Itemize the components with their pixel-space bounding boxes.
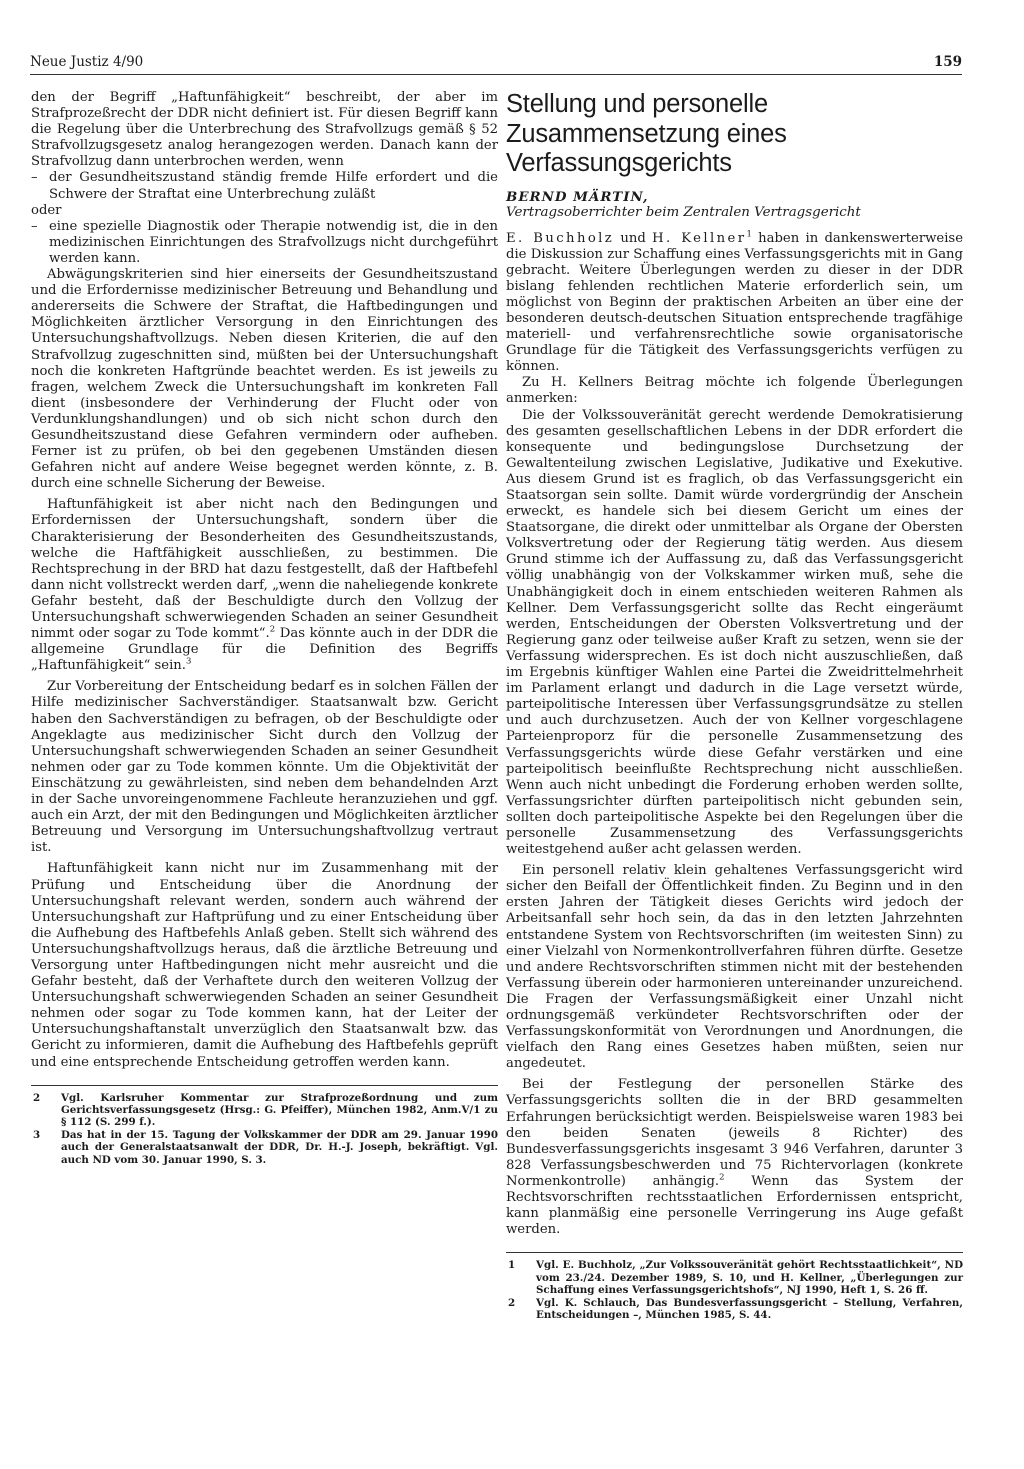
list-connector: oder [31, 202, 62, 218]
page-number: 159 [933, 54, 962, 70]
footnote-ref[interactable]: 1 [746, 229, 752, 240]
criteria-list-2 [31, 219, 498, 267]
footnotes-right [506, 1252, 963, 1321]
author-name: BERND MÄRTIN, [506, 188, 649, 205]
paragraph [506, 1077, 963, 1238]
cited-author: H. Kellner [652, 230, 747, 246]
paragraph [506, 231, 963, 376]
footnotes-left [31, 1085, 498, 1166]
text-run: und [614, 230, 653, 246]
paragraph: den der Begriff „Haftunfähigkeit“ beschreibt, der aber im Strafprozeßrecht der DDR nicht definiert ist. Für diesen Begriff kann die Regelung über die Unterbrechung des Strafvollzugs gemäß § 52 Strafvollzugsgesetz analog herangezogen werden. Danach kann der Strafvollzug dann unterbrochen werden, wenn [31, 90, 498, 170]
footnote-ref[interactable]: 2 [269, 624, 276, 635]
text-run: haben in dankenswerterweise die Diskussion zur Schaffung eines Verfassungsgerichts mit in Gang gebracht. Weitere Überlegungen werden zu dieser in der DDR bislang fehlenden rechtlichen Materie erforderlich sein, um möglichst von Beginn der praktischen Arbeiten an über eine der besonderen deutsch-deutschen Situation entsprechende tragfähige materiell- und verfahrensrechtliche sowie organisatorische Grundlage für die Tätigkeit des Verfassungsgerichts verfügen zu können. [506, 230, 964, 375]
article-title: Stellung und personelle Zusammensetzung eines Verfassungsgerichts [506, 90, 787, 177]
paragraph: Die der Volkssouveränität gerecht werdende Demokratisierung des gesamten gesellschaftlichen Lebens in der DDR erfordert die konsequente und bedingungslose Durchsetzung der Gewaltenteilung zwischen Legislative, Judikative und Exekutive. Aus diesem Grund ist es fraglich, ob das Verfassungsgericht ein Staatsorgan sein sollte. Damit würde vordergründig der Anschein erweckt, es handele sich bei diesem Gericht um eines der Staatsorgane, die direkt oder unmittelbar als Organe der Obersten Volksvertretung oder der Regierung tätig werden. Aus diesem Grund stimme ich der Auffassung zu, daß das Verfassungsgericht völlig unabhängig von der Volkskammer wirken muß, sehe die Unabhängigkeit doch in einem entschieden weiteren Rahmen als Kellner. Dem Verfassungsgericht sollte das Recht eingeräumt werden, Entscheidungen der Obersten Volksvertretung und der Regierung ganz oder teilweise außer Kraft zu setzen, wenn sie der Verfassung widersprechen. Es ist doch nicht auszuschließen, daß im Ergebnis künftiger Wahlen eine Partei die Zweidrittelmehrheit im Parlament erlangt und dadurch in die Lage versetzt würde, parteipolitische Interessen über Verfassungsgrundsätze zu stellen und auch durchzusetzen. Auch der von Kellner vorgeschlagene Parteienproporz für die personelle Zusammensetzung des Verfassungsgerichts würde diese Gefahr verstärken und eine parteipolitisch beeinflußte Rechtsprechung nicht ausschließen. Wenn auch nicht unbedingt die Forderung erhoben werden sollte, Verfassungsrichter dürften parteipolitisch nicht gebunden sein, sollten doch parteipolitische Aspekte bei den Regelungen über die personelle Zusammensetzung des Verfassungsgerichts weitestgehend außer acht gelassen werden. [506, 407, 963, 858]
paragraph: Haftunfähigkeit kann nicht nur im Zusammenhang mit der Prüfung und Entscheidung über die Anordnung der Untersuchungshaft relevant werden, sondern auch während der Untersuchungshaft zur Haftprüfung und zu einer Entscheidung über die Aufhebung des Haftbefehls Anlaß geben. Stellt sich während des Untersuchungshaftvollzugs heraus, daß die ärztliche Betreuung und Versorgung unter Haftbedingungen nicht mehr ausreicht und die Gefahr besteht, daß der Verhaftete durch den weiteren Vollzug der Untersuchungshaft schwerwiegenden Schaden an seiner Gesundheit nehmen oder sogar zu Tode kommen kann, hat der Leiter der Untersuchungshaftanstalt unverzüglich den Staatsanwalt bzw. das Gericht zu informieren, damit die Aufhebung des Haftbefehls geprüft und eine entsprechende Entscheidung getroffen werden kann. [31, 861, 498, 1070]
footnote-ref[interactable]: 2 [719, 1172, 725, 1183]
paragraph: Ein personell relativ klein gehaltenes Verfassungsgericht wird sicher den Beifall der Öffentlichkeit finden. Zu Beginn und in den ersten Jahren der Tätigkeit dieses Gerichts wird jedoch der Arbeitsanfall sehr hoch sein, da das in den letzten Jahrzehnten entstandene System von Rechtsvorschriften (im weitesten Sinn) zu einer Vielzahl von Normenkontrollverfahren führen dürfte. Gesetze und andere Rechtsvorschriften stimmen nicht mit der bestehenden Verfassung überein oder harmonieren untereinander unzureichend. Die Fragen der Verfassungsmäßigkeit einer Unzahl nicht ordnungsgemäß verkündeter Rechtsvorschriften oder der Verfassungskonformität von Verordnungen und Anordnungen, die vielfach den Rang eines Gesetzes haben müßten, seien nur angedeutet. [506, 863, 963, 1072]
footnote-number: 2 [33, 1091, 41, 1104]
text-run: Bei der Festlegung der personellen Stärke des Verfassungsgerichts sollten die in der BRD gesammelten Erfahrungen berücksichtigt werden. Beispielsweise waren 1983 bei den beiden Senaten (jeweils 8 Richter) des Bundesverfassungsgerichts insgesamt 3 946 Verfahren, darunter 3 828 Verfassungsbeschwerden und 75 Richtervorlagen (konkrete Normenkontrolle) anhängig. [506, 1077, 963, 1189]
list-item: – der Gesundheitszustand ständig fremde Hilfe erfordert und die Schwere der Straftat eine Unterbrechung zuläßt [31, 170, 498, 202]
footnote-text: Vgl. K. Schlauch, Das Bundesverfassungsgericht – Stellung, Verfahren, Entscheidungen –, München 1985, S. 44. [536, 1296, 963, 1322]
footnote-ref[interactable]: 3 [185, 656, 192, 667]
paragraph [31, 497, 498, 674]
paragraph: Zur Vorbereitung der Entscheidung bedarf es in solchen Fällen der Hilfe medizinischer Sachverständiger. Staatsanwalt bzw. Gericht haben den Sachverständigen zu befragen, ob der Beschuldigte oder Angeklagte aus medizinischer Sicht durch den Vollzug der Untersuchungshaft schwerwiegenden Schaden an seiner Gesundheit nehmen oder gar zu Tode kommen könnte. Um die Objektivität der Einschätzung zu gewährleisten, sind neben dem behandelnden Arzt in der Sache unvoreingenommene Fachleute heranzuziehen und ggf. auch ein Arzt, der mit den Bedingungen und Möglichkeiten ärztlicher Betreuung und Versorgung im Untersuchungshaftvollzug vertraut ist. [31, 679, 498, 856]
footnote [31, 1129, 498, 1166]
text-run: Das könnte auch in der DDR die allgemeine Grundlage für die Definition des Begriffs „Haftunfähigkeit“ sein. [31, 626, 498, 674]
cited-author: E. Buchholz [506, 230, 615, 246]
page-header [30, 52, 962, 75]
footnote-number: 3 [33, 1129, 41, 1142]
text-run: Wenn das System der Rechtsvorschriften rechtsstaatlichen Erfordernissen entspricht, kann planmäßig eine personelle Verringerung ins Auge gefaßt werden. [506, 1173, 963, 1238]
right-column [506, 90, 963, 1322]
byline [506, 189, 963, 221]
footnote-text: Das hat in der 15. Tagung der Volkskammer der DDR am 29. Januar 1990 auch der Generalstaatsanwalt der DDR, Dr. H.-J. Joseph, bekräftigt. Vgl. auch ND vom 30. Januar 1990, S. 3. [61, 1129, 498, 1166]
footnote [506, 1259, 963, 1296]
paragraph: Abwägungskriterien sind hier einerseits der Gesundheitszustand und die Erfordernisse medizinischer Betreuung und Behandlung und andererseits die Schwere der Straftat, die Haftbedingungen und Möglichkeiten ärztlicher Versorgung in den Einrichtungen des Untersuchungshaftvollzugs. Neben diesen Kriterien, die auf den Strafvollzug zugeschnitten sind, müßten bei der Untersuchungshaft noch die konkreten Haftgründe beachtet werden. Es ist jeweils zu fragen, welchem Zweck die Untersuchungshaft im konkreten Fall dient (insbesondere der Verhinderung der Flucht oder von Verdunklungshandlungen) und ob sich nicht schon durch den Gesundheitszustand diese Gefahren vermindern oder aufheben. Ferner ist zu prüfen, ob bei den gegebenen Umständen diesen Gefahren nicht auf andere Weise begegnet werden könnte, z. B. durch eine schnelle Sicherung der Beweise. [31, 267, 498, 492]
criteria-list [31, 170, 498, 202]
footnote [31, 1092, 498, 1129]
paragraph: Zu H. Kellners Beitrag möchte ich folgende Überlegungen anmerken: [506, 375, 963, 407]
footnote-number: 2 [508, 1296, 516, 1309]
left-column [31, 90, 498, 1167]
footnote-text: Vgl. E. Buchholz, „Zur Volkssouveränität gehört Rechtsstaatlichkeit“, ND vom 23./24. Dezember 1989, S. 10, und H. Kellner, „Überlegungen zur Schaffung eines Verfassungsgerichtshofs“, NJ 1990, Heft 1, S. 26 ff. [536, 1259, 963, 1296]
footnote-text: Vgl. Karlsruher Kommentar zur Strafprozeßordnung und zum Gerichtsverfassungsgesetz (Hrsg.: G. Pfeiffer), München 1982, Anm.V/1 zu § 112 (S. 299 f.). [61, 1091, 498, 1129]
footnote [506, 1297, 963, 1321]
author-role: Vertragsoberrichter beim Zentralen Vertragsgericht [506, 204, 861, 220]
list-item: – eine spezielle Diagnostik oder Therapie notwendig ist, die in den medizinischen Einrichtungen des Strafvollzugs nicht durchgeführt werden kann. [31, 219, 498, 267]
text-run: Haftunfähigkeit ist aber nicht nach den Bedingungen und Erfordernissen der Untersuchungshaft, sondern über die Charakterisierung der Besonderheiten des Gesundheitszustands, welche die Haftfähigkeit ausschließen, zu bestimmen. Die Rechtsprechung in der BRD hat dazu festgestellt, daß der Haftbefehl dann nicht vollstreckt werden darf, „wenn die naheliegende konkrete Gefahr besteht, daß der Beschuldigte durch den Vollzug der Untersuchungshaft schwerwiegenden Schaden an seiner Gesundheit nimmt oder sogar zu Tode kommt“. [31, 497, 498, 642]
footnote-number: 1 [508, 1259, 516, 1272]
journal-title: Neue Justiz 4/90 [30, 54, 144, 70]
